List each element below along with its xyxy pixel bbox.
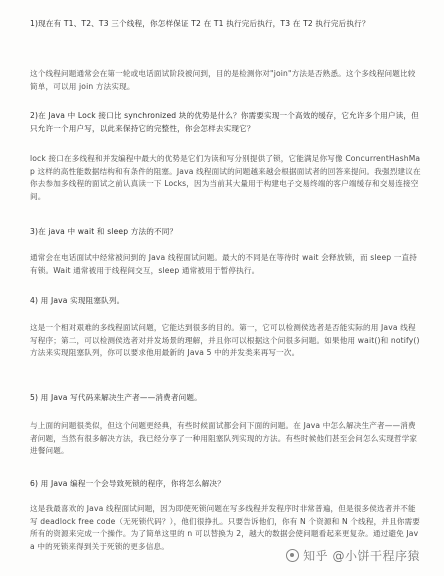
- question-5: 5) 用 Java 写代码来解决生产者——消费者问题。: [30, 393, 202, 402]
- answer-6: 这是我最喜欢的 Java 线程面试问题，因为即使死锁问题在写多线程并发程序时非常普遍，但是很多侯选者并不能写 deadlock free code（无死锁代码？），他们很挣扎。只要告诉他们，你有 N 个资源和 N 个线程，并且你需要所有的资源来完成一个操作。为了简单这里的 n 可以替换为 2，越大的数据会使问题看起来更复杂。通过避免 Java 中的死锁来得到关于死锁的更多信息。: [30, 504, 421, 551]
- question-3: 3)在 java 中 wait 和 sleep 方法的不同？: [30, 227, 178, 236]
- question-1: 1)现在有 T1、T2、T3 三个线程，你怎样保证 T2 在 T1 执行完后执行，T3 在 T2 执行完后执行？: [30, 19, 370, 28]
- watermark: [286, 547, 420, 564]
- answer-1: 这个线程问题通常会在第一轮或电话面试阶段被问到，目的是检测你对"join"方法是否熟悉。这个多线程问题比较简单，可以用 join 方法实现。: [30, 69, 416, 91]
- answer-4: 这是一个相对艰难的多线程面试问题，它能达到很多的目的。第一，它可以检测侯选者是否能实际的用 Java 线程写程序；第二，可以检测侯选者对并发场景的理解，并且你可以根据这个问很多问题。如果他用 wait()和 notify()方法来实现阻塞队列，你可以要求他用最新的 Java 5 中的并发类来再写一次。: [30, 323, 420, 357]
- answer-5: 与上面的问题很类似，但这个问题更经典，有些时候面试都会问下面的问题。在 Java 中怎么解决生产者——消费者问题，当然有很多解决方法，我已经分享了一种用阻塞队列实现的方法。有些时候他们甚至会问怎么实现哲学家进餐问题。: [30, 421, 418, 455]
- question-4: 4) 用 Java 实现阻塞队列。: [30, 296, 125, 305]
- watermark-text: 知乎 @小饼干程序猿: [303, 549, 420, 563]
- question-2: 2)在 Java 中 Lock 接口比 synchronized 块的优势是什么？你需要实现一个高效的缓存，它允许多个用户读，但只允许一个用户写，以此来保持它的完整性，你会怎样去实现它？: [30, 111, 419, 133]
- question-6: 6) 用 Java 编程一个会导致死锁的程序，你将怎么解决？: [30, 479, 226, 488]
- answer-3: 通常会在电话面试中经常被问到的 Java 线程面试问题。最大的不同是在等待时 wait 会释放锁，而 sleep 一直持有锁。Wait 通常被用于线程间交互，sleep 通常被用于暂停执行。: [30, 253, 418, 275]
- answer-2: lock 接口在多线程和并发编程中最大的优势是它们为读和写分别提供了锁，它能满足你写像 ConcurrentHashMap 这样的高性能数据结构和有条件的阻塞。Java 线程面试的问题越来越会根据面试者的回答来提问。我强烈建议在你去参加多线程的面试之前认真读一下 Locks，因为当前其大量用于构建电子交易终端的客户端缓存和交易连接空间。: [30, 154, 421, 201]
- zhihu-logo-icon: [286, 549, 299, 562]
